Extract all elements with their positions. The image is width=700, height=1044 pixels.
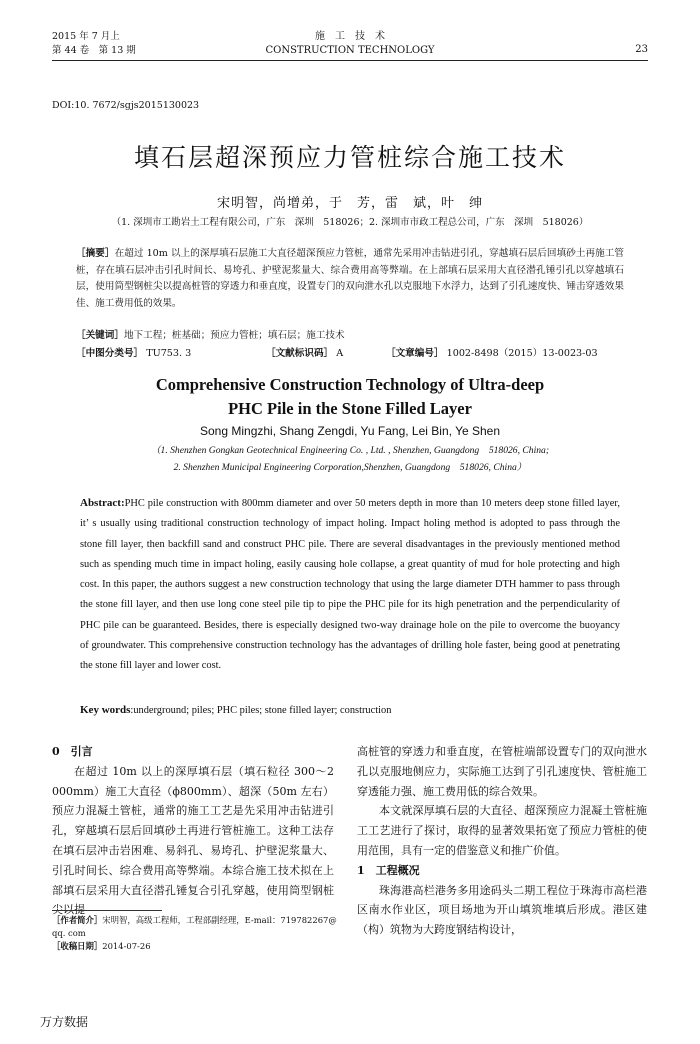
doc-label: ［文献标识码］ bbox=[266, 348, 334, 359]
abstract-english: Abstract:PHC pile construction with 800mm diameter and over 50 meters depth in more than 10 meters deep stone filled layer, it’ s usually using traditional construction technology of impact holing. Impact holing method is adopted to pass through the stone fill layer, then backfill sand and construct PHC pile. There are several disadvantages in the previously mentioned method such as spending much time in impact holing, easily causing hole collapse, a great quantity of mud for hole protecting and high cost. In this paper, the authors suggest a new construction technology that using the large diameter DTH hammer to pass through the stone fill layer, and then use long cone steel pile tip to pipe the PHC pile for its high penetration and the perpendicularity of PHC pile can be guaranteed. Besides, there is especially designed two-way drainage hole on the pile to overcome the buoyancy of groundwater. This comprehensive construction technology has the advantages of drilling hole faster, being good at penetrating the stone fill layer and lower cost. bbox=[80, 497, 620, 672]
abstract-en-text: PHC pile construction with 800mm diameter and over 50 meters depth in more than 10 meters deep stone filled layer, it’ s usually using traditional construction technology of impact holing. Impact holing method is adopted to pass through the stone fill layer, then backfill sand and construct PHC pile. There are several disadvantages in the previously mentioned method such as spending much time in impact holing, easily causing hole collapse, a great quantity of mud for hole protecting and high cost. In this paper, the authors suggest a new construction technology that using the large diameter DTH hammer to pass through the stone fill layer, and then use long cone steel pile tip to pipe the PHC pile for its high penetration and the perpendicularity of PHC pile can be guaranteed. Besides, there is especially designed two-way drainage hole on the pile to overcome the buoyancy of groundwater. This comprehensive construction technology has the advantages of drilling hole faster, being good at penetrating the stone fill layer and lower cost. bbox=[80, 498, 620, 672]
clc-label: ［中图分类号］ bbox=[76, 348, 144, 359]
article-value: 1002-8498（2015）13-0023-03 bbox=[446, 348, 598, 359]
doi: DOI:10. 7672/sgjs2015130023 bbox=[52, 100, 200, 111]
abstract-chinese bbox=[76, 246, 624, 312]
article-label: ［文章编号］ bbox=[386, 348, 444, 359]
paragraph-continued: 高桩管的穿透力和垂直度，在管桩端部设置专门的双向泄水孔以克服地侧应力，实际施工达到了引孔速度快、管桩施工穿透能力强、施工费用低的综合效果。 bbox=[357, 745, 647, 798]
clc-number bbox=[76, 345, 191, 359]
title-english bbox=[0, 373, 700, 421]
header-volume: 第 44 卷 第 13 期 bbox=[52, 45, 136, 56]
title-en-line1: Comprehensive Construction Technology of Ultra-deep bbox=[155, 375, 545, 394]
footnote bbox=[52, 914, 342, 953]
footnote-author-text: 宋明智，高级工程师，工程部副经理，E-mail：719782267@ qq. com bbox=[52, 915, 337, 938]
clc-value: TU753. 3 bbox=[146, 348, 192, 359]
footnote-received-label: ［收稿日期］ bbox=[52, 941, 103, 951]
article-number bbox=[386, 345, 598, 359]
title-en-line2: PHC Pile in the Stone Filled Layer bbox=[228, 399, 472, 418]
journal-name-cn: 施 工 技 术 bbox=[315, 31, 385, 42]
keywords-en-label: Key words bbox=[80, 704, 131, 716]
watermark: 万方数据 bbox=[40, 1015, 89, 1029]
footnote-author-label: ［作者简介］ bbox=[52, 915, 103, 925]
body-column-right bbox=[357, 742, 647, 940]
authors-chinese: 宋明智，尚增弟，于 芳，雷 斌，叶 绅 bbox=[216, 196, 483, 211]
affiliation-chinese: （1. 深圳市工勘岩土工程有限公司，广东 深圳 518026；2. 深圳市市政工程总公司，广东 深圳 518026） bbox=[111, 217, 589, 228]
title-chinese: 填石层超深预应力管桩综合施工技术 bbox=[133, 143, 566, 172]
header-date: 2015 年 7 月上 bbox=[52, 31, 120, 42]
section-0-paragraph: 在超过 10m 以上的深厚填石层（填石粒径 300～2 000mm）施工大直径（ϕ800mm）、超深（50m 左右）预应力混凝土管桩，通常的施工工艺是先采用冲击钻进引孔，穿越填石层后回填砂土再进行管桩施工。这种工法存在填石层冲击岩困难、易斜孔、易垮孔、护壁泥浆量大、引孔时间长、综合费用高等弊端。本综合施工技术拟在上部填石层采用大直径潜孔锤复合引孔穿越，使用筒型钢桩尖以提 bbox=[52, 764, 334, 917]
abstract-en-label: Abstract bbox=[80, 497, 121, 509]
abstract-cn-label: ［摘要］ bbox=[76, 248, 115, 259]
keywords-chinese bbox=[76, 328, 624, 344]
page-number: 23 bbox=[635, 44, 648, 55]
paragraph-scope: 本文就深厚填石层的大直径、超深预应力混凝土管桩施工工艺进行了探讨，取得的显著效果拓宽了预应力管桩的使用范围，具有一定的借鉴意义和推广价值。 bbox=[357, 804, 647, 857]
body-column-left bbox=[52, 742, 334, 920]
affiliation-en-1: （1. Shenzhen Gongkan Geotechnical Engineering Co. , Ltd. , Shenzhen, Guangdong 518026, China; bbox=[150, 445, 550, 456]
footnote-author bbox=[52, 914, 342, 940]
footnote-received-text: 2014-07-26 bbox=[102, 941, 151, 951]
affiliation-english bbox=[0, 442, 700, 476]
keywords-en-text: underground; piles; PHC piles; stone filled layer; construction bbox=[133, 705, 392, 716]
header-divider bbox=[52, 60, 648, 61]
keywords-cn-label: ［关键词］ bbox=[76, 330, 124, 341]
authors-english: Song Mingzhi, Shang Zengdi, Yu Fang, Lei Bin, Ye Shen bbox=[200, 424, 500, 438]
section-1-paragraph: 珠海港高栏港务多用途码头二期工程位于珠海市高栏港区南水作业区，项目场地为开山填筑堆填后形成。港区建（构）筑物为大跨度钢结构设计， bbox=[357, 883, 647, 937]
keywords-english: Key words:underground; piles; PHC piles; stone filled layer; construction bbox=[80, 704, 392, 716]
affiliation-en-2: 2. Shenzhen Municipal Engineering Corporation,Shenzhen, Guangdong 518026, China） bbox=[173, 462, 527, 473]
document-code bbox=[266, 345, 343, 359]
footnote-divider bbox=[52, 910, 162, 911]
journal-name-en: CONSTRUCTION TECHNOLOGY bbox=[265, 45, 435, 56]
section-0-heading: 0 引言 bbox=[52, 745, 93, 758]
header-journal bbox=[0, 30, 700, 58]
abstract-cn-text: 在超过 10m 以上的深厚填石层施工大直径超深预应力管桩，通常先采用冲击钻进引孔，穿越填石层后回填砂土再施工管桩，存在填石层冲击引孔时间长、易垮孔、护壁泥浆量大、综合费用高等弊端。在上部填石层采用大直径潜孔锤引孔以穿越填石层，使用筒型钢桩尖以提高桩管的穿透力和垂直度，设置专门的双向泄水孔以克服地下水浮力，达到了引孔速度快、锤击穿透效果佳、施工费用低的效果。 bbox=[76, 248, 624, 309]
footnote-received bbox=[52, 940, 342, 953]
doc-value: A bbox=[336, 348, 344, 359]
section-1-heading: 1 工程概况 bbox=[357, 863, 420, 877]
keywords-cn-text: 地下工程；桩基础；预应力管桩；填石层；施工技术 bbox=[123, 330, 345, 341]
